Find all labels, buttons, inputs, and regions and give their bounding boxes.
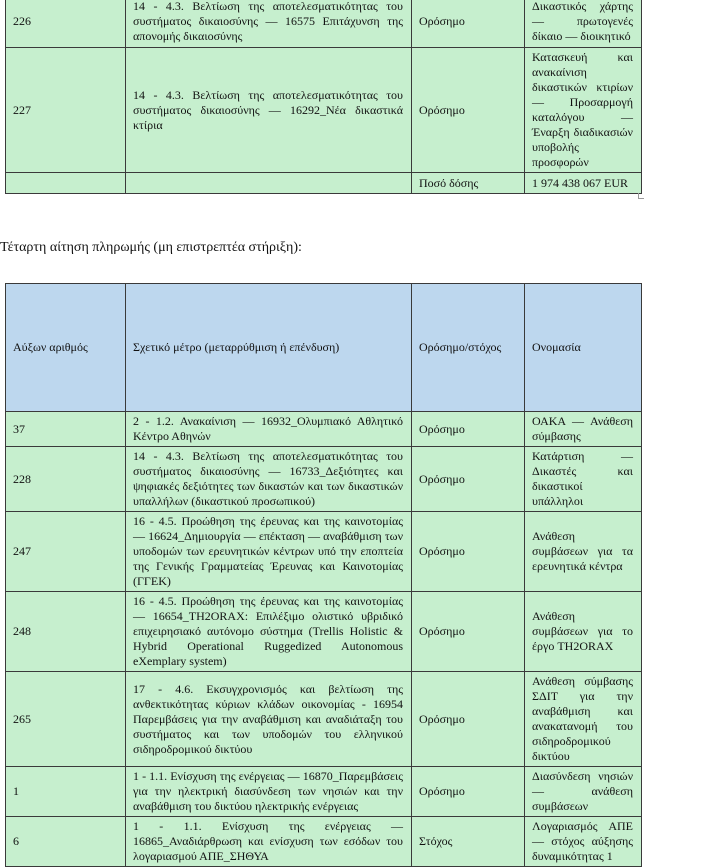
table-row xyxy=(6,412,642,447)
row-number: 247 xyxy=(6,512,126,592)
milestone-name: Λογαριασμός ΑΠΕ — στόχος αύξησης δυναμικότητας 1 xyxy=(525,817,642,867)
table-installment-4 xyxy=(5,283,642,867)
row-number: 227 xyxy=(6,48,126,173)
related-measure: 14 - 4.3. Βελτίωση της αποτελεσματικότητας του συστήματος δικαιοσύνης — 16733_Δεξιότητες και ψηφιακές δεξιότητες των δικαστών και των δικαστικών υπαλλήλων (δικαστικού προσωπικού) xyxy=(126,447,412,512)
row-number: 248 xyxy=(6,592,126,672)
milestone-type: Ορόσημο xyxy=(412,412,525,447)
related-measure: 14 - 4.3. Βελτίωση της αποτελεσματικότητας του συστήματος δικαιοσύνης — 16292_Νέα δικαστικά κτίρια xyxy=(126,48,412,173)
header-name: Ονομασία xyxy=(525,284,642,412)
row-number: 1 xyxy=(6,767,126,817)
page-corner-mark xyxy=(638,193,644,199)
table-row xyxy=(6,0,642,48)
header-type: Ορόσημο/στόχος xyxy=(412,284,525,412)
milestone-type: Ορόσημο xyxy=(412,672,525,767)
installment-amount-label: Ποσό δόσης xyxy=(412,173,525,194)
related-measure: 2 - 1.2. Ανακαίνιση — 16932_Ολυμπιακό Αθλητικό Κέντρο Αθηνών xyxy=(126,412,412,447)
table-row-total xyxy=(6,173,642,194)
table-header-row xyxy=(6,284,642,412)
milestone-name: Ανάθεση συμβάσεων για τα ερευνητικά κέντρα xyxy=(525,512,642,592)
table-row xyxy=(6,767,642,817)
related-measure: 14 - 4.3. Βελτίωση της αποτελεσματικότητας του συστήματος δικαιοσύνης — 16575 Επιτάχυνση της απονομής δικαιοσύνης xyxy=(126,0,412,48)
table-row xyxy=(6,592,642,672)
milestone-type: Ορόσημο xyxy=(412,512,525,592)
row-number: 37 xyxy=(6,412,126,447)
row-number: 265 xyxy=(6,672,126,767)
installment-amount-value: 1 974 438 067 EUR xyxy=(525,173,642,194)
milestone-name: Διασύνδεση νησιών — ανάθεση συμβάσεων xyxy=(525,767,642,817)
empty-cell xyxy=(126,173,412,194)
milestone-name: Ανάθεση σύμβασης ΣΔΙΤ για την αναβάθμιση και ανακατανομή του σιδηροδρομικού δικτύου xyxy=(525,672,642,767)
milestone-name: Δικαστικός χάρτης — πρωτογενές δίκαιο — διοικητικό xyxy=(525,0,642,48)
milestone-type: Ορόσημο xyxy=(412,592,525,672)
row-number: 226 xyxy=(6,0,126,48)
related-measure: 16 - 4.5. Προώθηση της έρευνας και της καινοτομίας — 16624_Δημιουργία — επέκταση — αναβάθμιση των υποδομών των ερευνητικών κέντρων υπό την εποπτεία της Γενικής Γραμματείας Έρευνας και Καινοτομίας (ΓΓΕΚ) xyxy=(126,512,412,592)
table-row xyxy=(6,817,642,867)
milestone-type: Ορόσημο xyxy=(412,767,525,817)
related-measure: 16 - 4.5. Προώθηση της έρευνας και της καινοτομίας — 16654_TH2ORAX: Επιλέξιμο ολιστικό υβριδικό επιχειρησιακό αυτόνομο σύστημα (Trellis Holistic & Hybrid Operational Ruggedized Autonomous eXemplary system) xyxy=(126,592,412,672)
header-number: Αύξων αριθμός xyxy=(6,284,126,412)
row-number: 228 xyxy=(6,447,126,512)
empty-cell xyxy=(6,173,126,194)
milestone-name: Κατάρτιση — Δικαστές και δικαστικοί υπάλληλοι xyxy=(525,447,642,512)
milestone-type: Ορόσημο xyxy=(412,0,525,48)
milestone-name: ΟΑΚΑ — Ανάθεση σύμβασης xyxy=(525,412,642,447)
related-measure: 1 - 1.1. Ενίσχυση της ενέργειας — 16865_Αναδιάρθρωση και ενίσχυση των εσόδων του λογαριασμού ΑΠΕ_ΣΗΘΥΑ xyxy=(126,817,412,867)
milestone-name: Ανάθεση συμβάσεων για το έργο TH2ORAX xyxy=(525,592,642,672)
table-installment-3 xyxy=(5,0,642,194)
row-number: 6 xyxy=(6,817,126,867)
table-row xyxy=(6,447,642,512)
table-row xyxy=(6,48,642,173)
table-row xyxy=(6,512,642,592)
related-measure: 1 - 1.1. Ενίσχυση της ενέργειας — 16870_Παρεμβάσεις για την ηλεκτρική διασύνδεση των νησιών και την αναβάθμιση του δικτύου ηλεκτρικής ενέργειας xyxy=(126,767,412,817)
milestone-type: Ορόσημο xyxy=(412,48,525,173)
header-measure: Σχετικό μέτρο (μεταρρύθμιση ή επένδυση) xyxy=(126,284,412,412)
related-measure: 17 - 4.6. Εκσυγχρονισμός και βελτίωση της ανθεκτικότητας κύριων κλάδων οικονομίας - 16954 Παρεμβάσεις για την αναβάθμιση και αναδιάταξη του συστήματος και των υποδομών του ελληνικού σιδηροδρομικού δικτύου xyxy=(126,672,412,767)
table-row xyxy=(6,672,642,767)
milestone-type: Στόχος xyxy=(412,817,525,867)
milestone-type: Ορόσημο xyxy=(412,447,525,512)
milestone-name: Κατασκευή και ανακαίνιση δικαστικών κτιρίων — Προσαρμογή καταλόγου — Έναρξη διαδικασιών υποβολής προσφορών xyxy=(525,48,642,173)
section-title: Τέταρτη αίτηση πληρωμής (μη επιστρεπτέα στήριξη): xyxy=(0,240,302,255)
